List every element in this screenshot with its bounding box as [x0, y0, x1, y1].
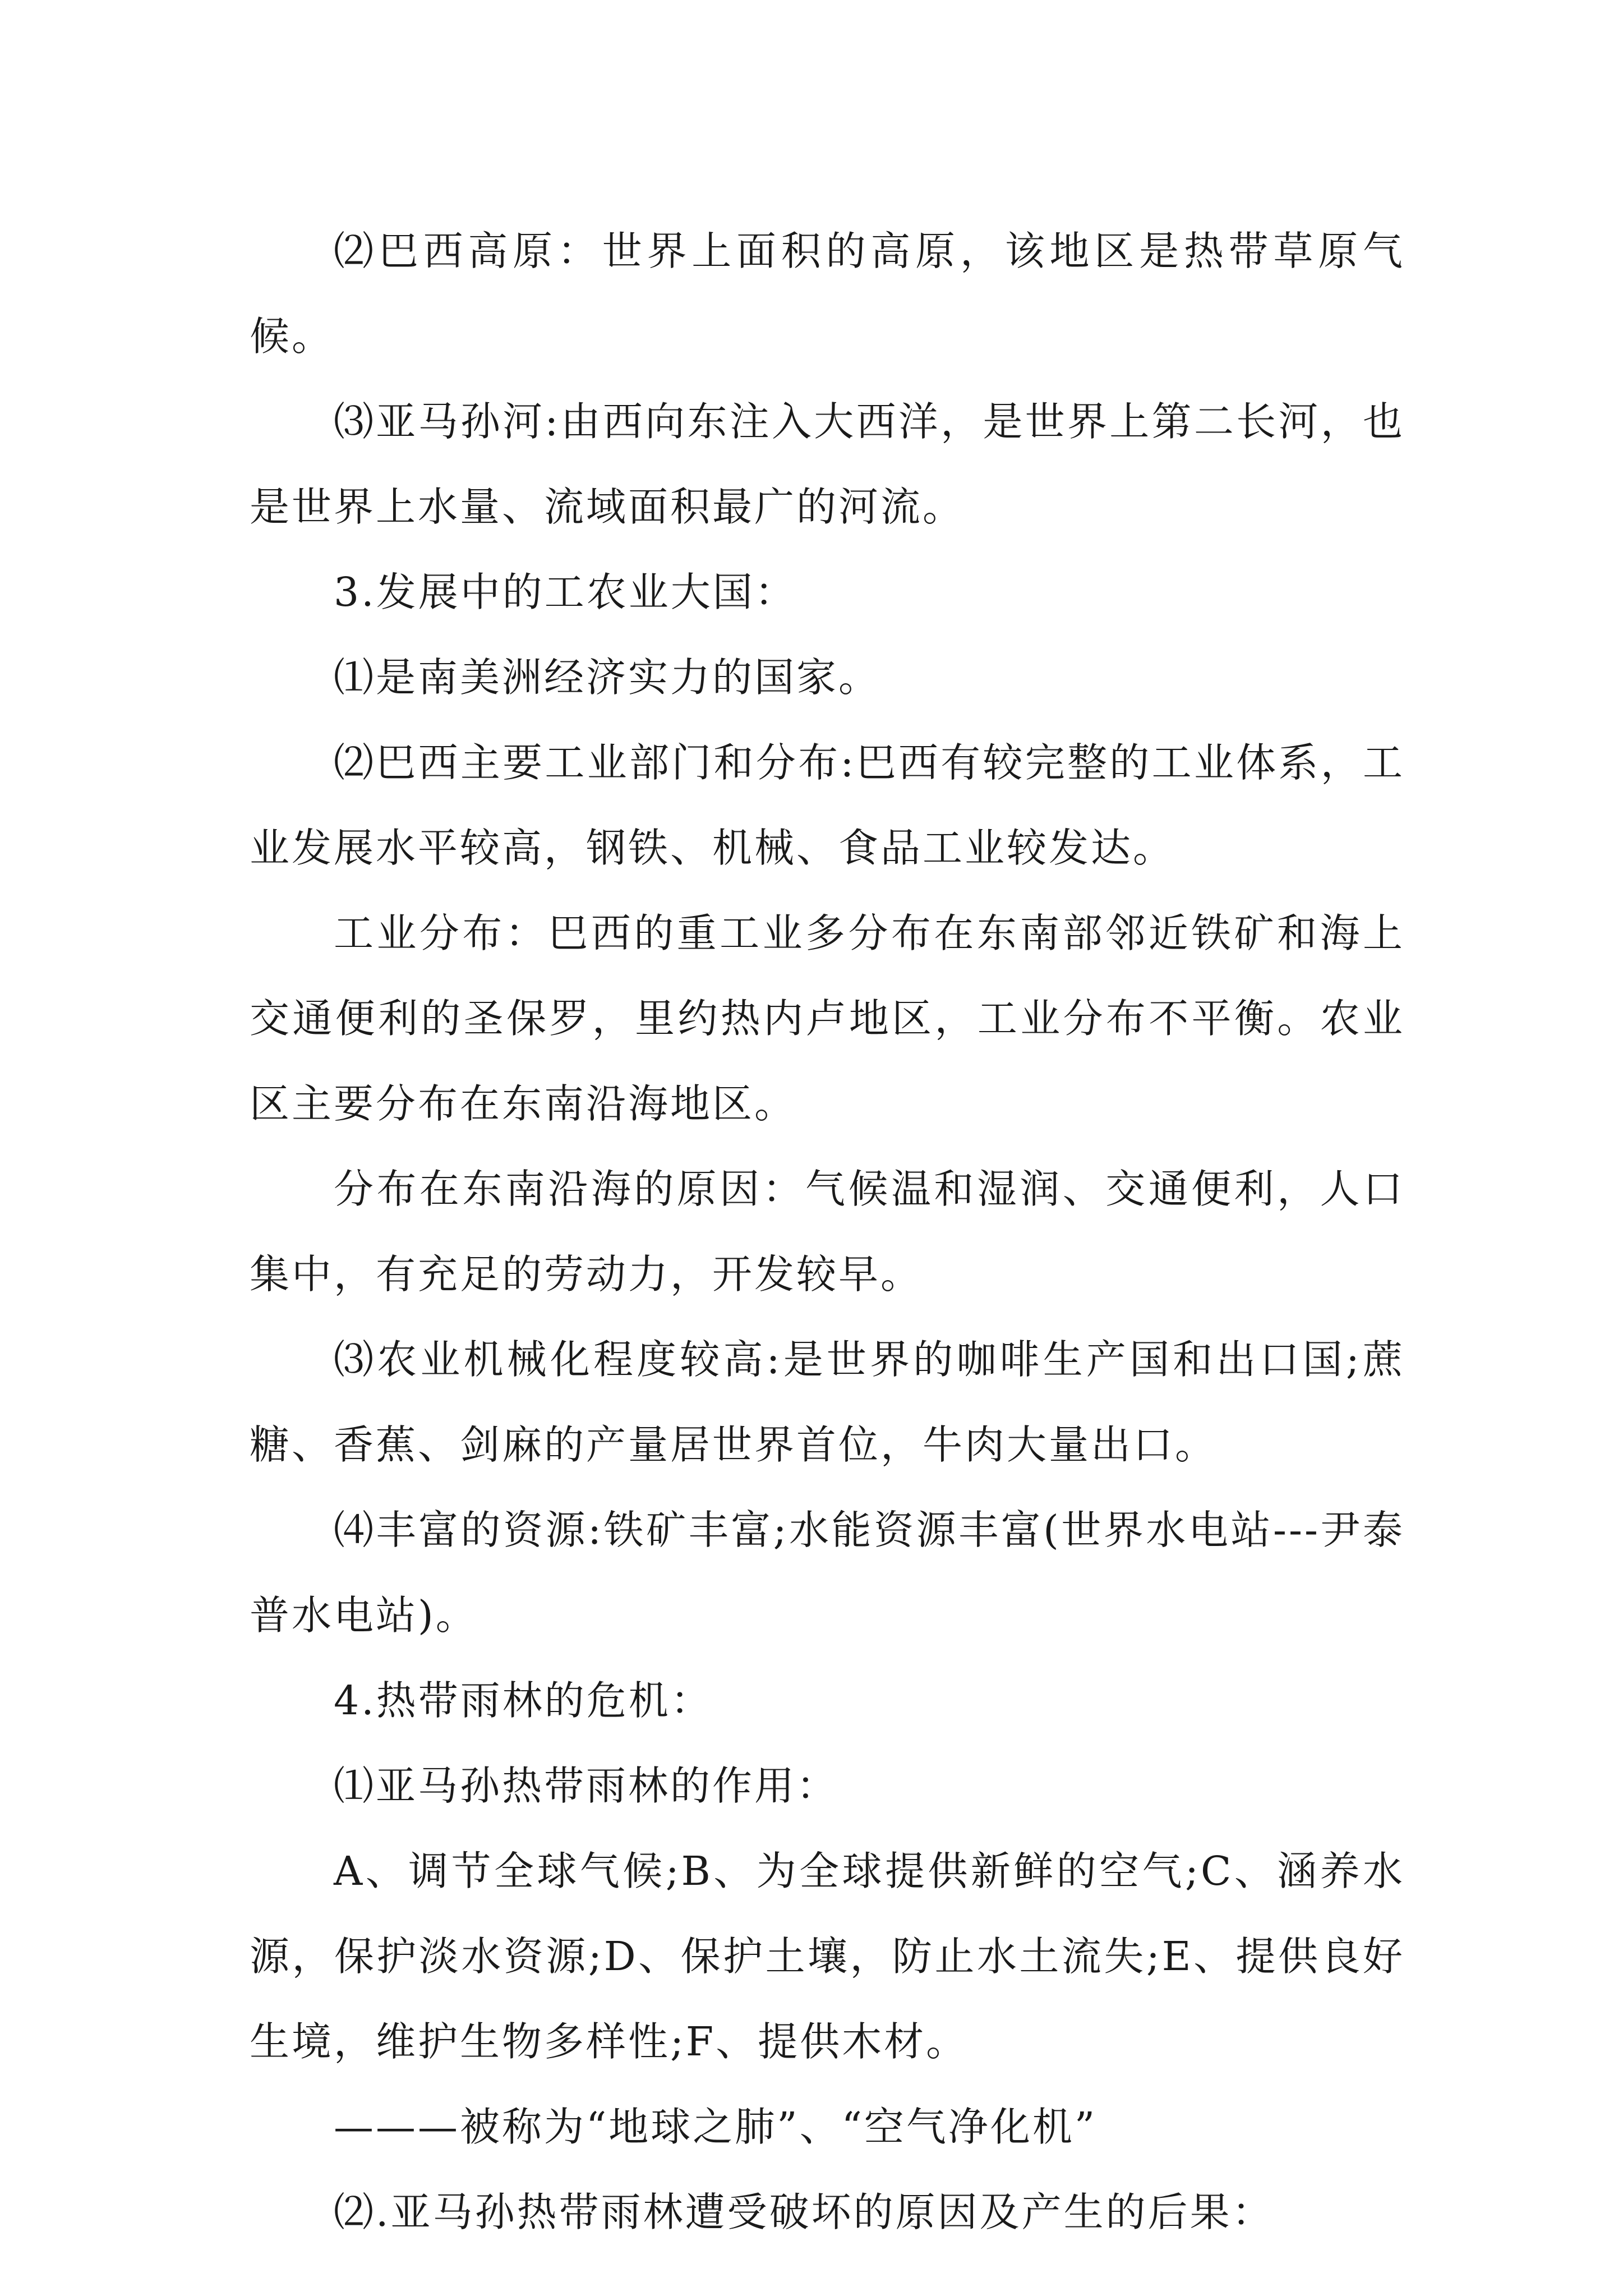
- paragraph-coastal-reasons: 分布在东南沿海的原因：气候温和湿润、交通便利，人口集中，有充足的劳动力，开发较早。: [250, 1166, 1405, 1297]
- section-heading-industry-agriculture: 3.发展中的工农业大国：: [334, 569, 797, 615]
- paragraph-industrial-sectors: ⑵巴西主要工业部门和分布:巴西有较完整的工业体系，工业发展水平较高，钢铁、机械、食品工业较发达。: [250, 739, 1405, 871]
- paragraph-economic-strength: ⑴是南美洲经济实力的国家。: [334, 654, 881, 701]
- paragraph-brazilian-plateau: ⑵巴西高原：世界上面积的高原，该地区是热带草原气候。: [250, 228, 1405, 360]
- paragraph-amazon-river: ⑶亚马孙河:由西向东注入大西洋，是世界上第二长河，也是世界上水量、流域面积最广的河流。: [250, 398, 1405, 530]
- document-body: [250, 209, 1405, 2255]
- section-heading-rainforest-crisis: 4.热带雨林的危机：: [334, 1677, 713, 1724]
- paragraph-agricultural-mechanization: ⑶农业机械化程度较高:是世界的咖啡生产国和出口国;蔗糖、香蕉、剑麻的产量居世界首位，牛肉大量出口。: [250, 1336, 1405, 1468]
- paragraph-destruction-causes: ⑵.亚马孙热带雨林遭受破坏的原因及产生的后果：: [334, 2189, 1274, 2235]
- paragraph-rainforest-functions: A、调节全球气候;B、为全球提供新鲜的空气;C、涵养水源，保护淡水资源;D、保护土壤，防止水土流失;E、提供良好生境，维护生物多样性;F、提供木材。: [250, 1848, 1405, 2065]
- paragraph-lungs-of-earth: ———被称为“地球之肺”、“空气净化机”: [334, 2104, 1098, 2150]
- paragraph-industrial-distribution: 工业分布：巴西的重工业多分布在东南部邻近铁矿和海上交通便利的圣保罗，里约热内卢地区，工业分布不平衡。农业区主要分布在东南沿海地区。: [250, 910, 1405, 1127]
- paragraph-resources: ⑷丰富的资源:铁矿丰富;水能资源丰富(世界水电站---尹泰普水电站)。: [250, 1507, 1405, 1639]
- paragraph-rainforest-role-heading: ⑴亚马孙热带雨林的作用：: [334, 1763, 839, 1809]
